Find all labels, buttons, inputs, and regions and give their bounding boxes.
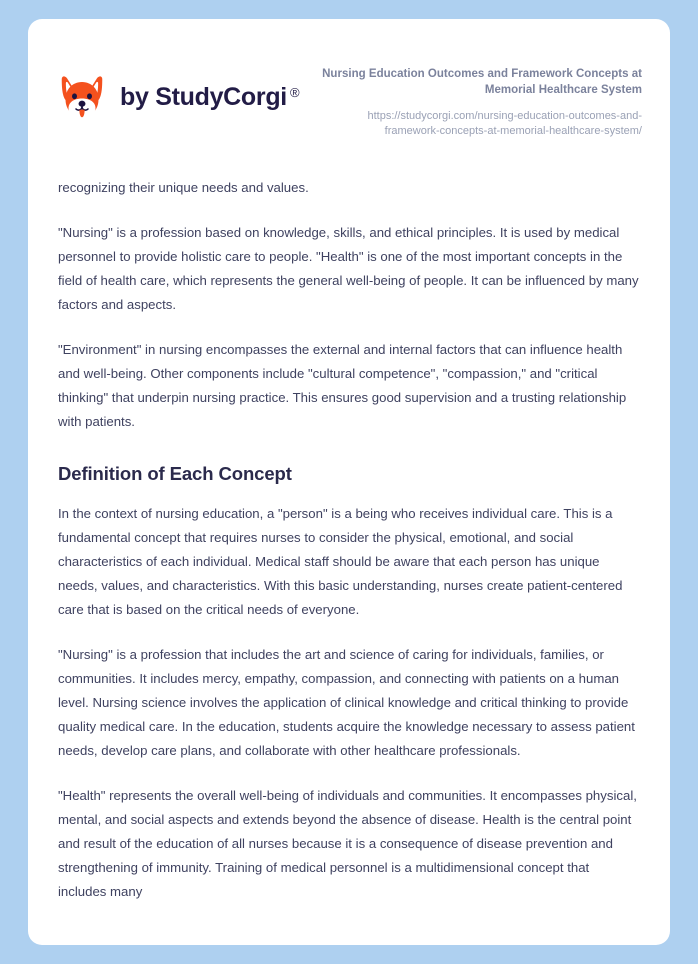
document-title: Nursing Education Outcomes and Framework Concepts at Memorial Healthcare System: [322, 68, 642, 97]
header-meta: [299, 63, 642, 140]
section-heading: Definition of Each Concept: [58, 463, 292, 485]
brand-wordmark: [120, 82, 300, 111]
document-body: [28, 176, 670, 904]
document-header: [28, 19, 670, 140]
registered-trademark-icon: ®: [289, 84, 300, 100]
paragraph: "Environment" in nursing encompasses the external and internal factors that can influence health and well-being. Other components include "cultural competence", "compassion," and "critical thinking" that underpin nursing practice. This ensures good supervision and a trusting relationship with patients.: [58, 341, 627, 429]
brand-wordmark-text: by StudyCorgi: [120, 82, 287, 111]
document-source-url[interactable]: https://studycorgi.com/nursing-education-outcomes-and-framework-concepts-at-memorial-healthcare-system/: [367, 109, 642, 138]
paragraph: In the context of nursing education, a "person" is a being who receives individual care. This is a fundamental concept that requires nurses to consider the physical, emotional, and social characteristics of each individual. Medical staff should be aware that each person has unique needs, values, and characteristics. With this basic understanding, nurses create patient-centered care that is based on the critical needs of everyone.: [58, 506, 623, 618]
paragraph: "Nursing" is a profession that includes the art and science of caring for individuals, families, or communities. It includes mercy, empathy, compassion, and connecting with patients on a human level. Nursing science involves the application of clinical knowledge and critical thinking to provide quality medical care. In the education, students acquire the knowledge necessary to assess patient needs, develop care plans, and collaborate with other healthcare professionals.: [58, 647, 635, 759]
brand-logo-block[interactable]: [58, 63, 299, 121]
corgi-face-icon: [58, 73, 106, 121]
paragraph: recognizing their unique needs and values.: [58, 179, 309, 195]
paragraph: "Nursing" is a profession based on knowledge, skills, and ethical principles. It is used by medical personnel to provide holistic care to people. "Health" is one of the most important concepts in the field of health care, which represents the general well-being of people. It can be influenced by many factors and aspects.: [58, 224, 639, 312]
document-page-card: [28, 19, 670, 945]
paragraph: "Health" represents the overall well-being of individuals and communities. It encompasses physical, mental, and social aspects and extends beyond the absence of disease. Health is the central point and result of the education of all nurses because it is a consequence of disease prevention and strengthening of immunity. Training of medical personnel is a multidimensional concept that includes many: [58, 788, 637, 900]
